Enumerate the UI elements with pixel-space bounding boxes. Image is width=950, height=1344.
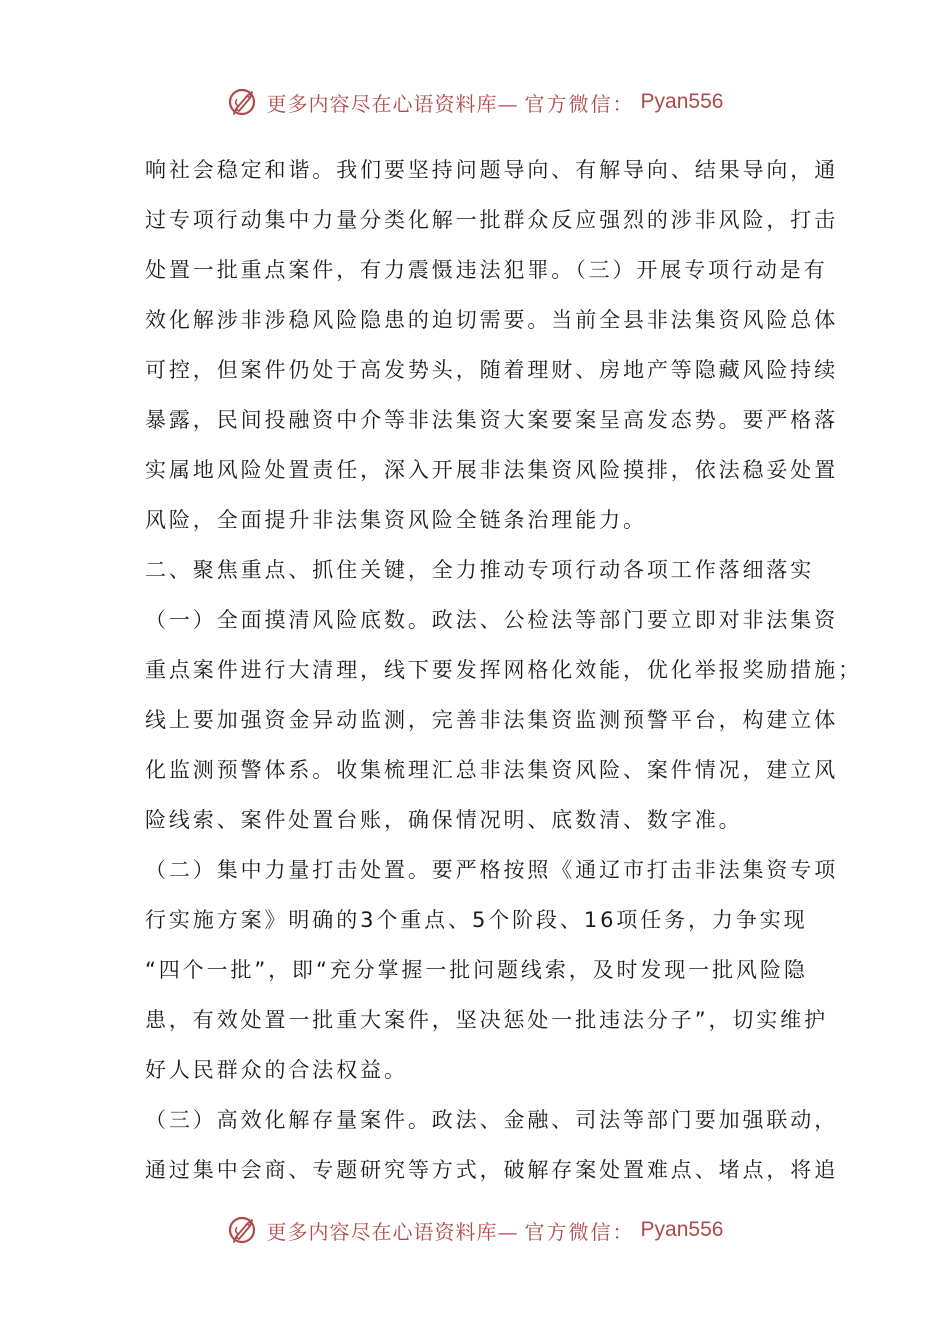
watermark-brand-text: 更多内容尽在心语资料库— xyxy=(266,1219,519,1244)
body-line: 处置一批重点案件，有力震慑违法犯罪。（三）开展专项行动是有 xyxy=(145,258,828,282)
body-line: （二）集中力量打击处置。要严格按照《通辽市打击非法集资专项 xyxy=(145,858,839,882)
body-line: 效化解涉非涉稳风险隐患的迫切需要。当前全县非法集资风险总体 xyxy=(145,308,839,332)
watermark-brand-text: 更多内容尽在心语资料库— xyxy=(266,91,519,116)
section-heading: 二、聚焦重点、抓住关键，全力推动专项行动各项工作落细落实 xyxy=(145,558,815,582)
body-line: 响社会稳定和谐。我们要坚持问题导向、有解导向、结果导向，通 xyxy=(145,158,839,182)
body-line: “四个一批”，即“充分掌握一批问题线索，及时发现一批风险隐 xyxy=(145,958,808,982)
body-line: 实属地风险处置责任，深入开展非法集资风险摸排，依法稳妥处置 xyxy=(145,458,839,482)
pen-nib-logo-icon xyxy=(227,1213,261,1247)
body-line: 险线索、案件处置台账，确保情况明、底数清、数字准。 xyxy=(145,808,743,832)
footer-watermark xyxy=(0,1210,950,1250)
body-line: 行实施方案》明确的3个重点、5个阶段、16项任务，力争实现 xyxy=(145,908,808,932)
watermark-wechat-id: Pyan556 xyxy=(640,1218,724,1241)
body-line: 暴露，民间投融资中介等非法集资大案要案呈高发态势。要严格落 xyxy=(145,408,839,432)
body-line: 好人民群众的合法权益。 xyxy=(145,1058,408,1082)
body-line: 通过集中会商、专题研究等方式，破解存案处置难点、堵点，将追 xyxy=(145,1158,839,1182)
body-line: （三）高效化解存量案件。政法、金融、司法等部门要加强联动， xyxy=(145,1108,839,1132)
pen-nib-logo-icon xyxy=(227,85,261,119)
body-line: 风险，全面提升非法集资风险全链条治理能力。 xyxy=(145,508,647,532)
watermark-wechat-label: 官方微信： xyxy=(524,91,635,116)
watermark-wechat-label: 官方微信： xyxy=(524,1219,635,1244)
watermark-wechat-id: Pyan556 xyxy=(640,90,724,113)
document-body xyxy=(145,150,862,1200)
body-line: 化监测预警体系。收集梳理汇总非法集资风险、案件情况，建立风 xyxy=(145,758,839,782)
body-line: 可控，但案件仍处于高发势头，随着理财、房地产等隐藏风险持续 xyxy=(145,358,839,382)
body-line: 重点案件进行大清理，线下要发挥网格化效能，优化举报奖励措施； xyxy=(145,658,862,682)
body-line: 线上要加强资金异动监测，完善非法集资监测预警平台，构建立体 xyxy=(145,708,839,732)
body-line: （一）全面摸清风险底数。政法、公检法等部门要立即对非法集资 xyxy=(145,608,839,632)
body-line: 患，有效处置一批重大案件，坚决惩处一批违法分子”，切实维护 xyxy=(145,1008,828,1032)
body-line: 过专项行动集中力量分类化解一批群众反应强烈的涉非风险，打击 xyxy=(145,208,839,232)
header-watermark xyxy=(0,82,950,122)
